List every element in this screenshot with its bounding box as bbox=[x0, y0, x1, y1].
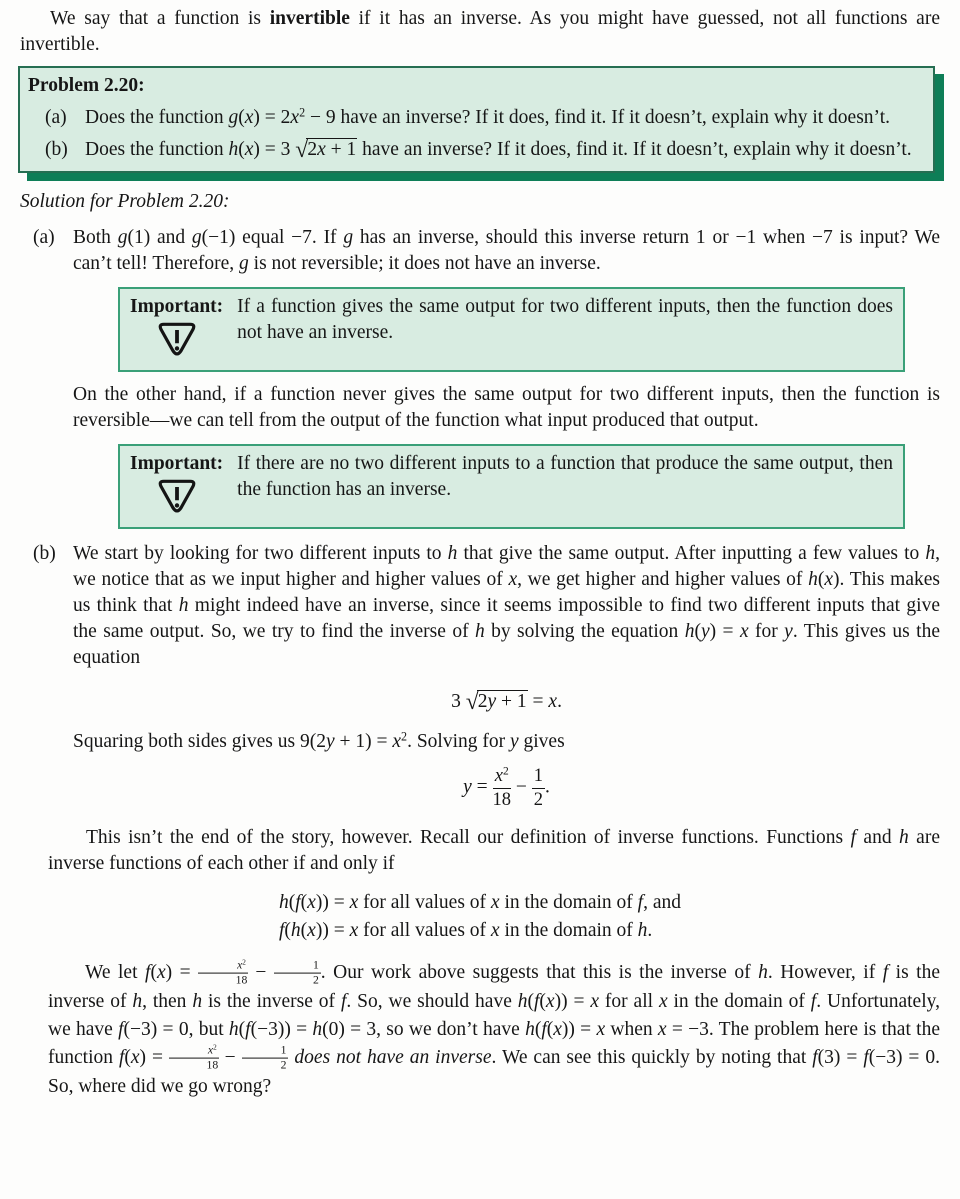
solution-heading: Solution for Problem 2.20: bbox=[20, 191, 230, 212]
part-marker: (b) bbox=[33, 543, 56, 564]
important-box-2 bbox=[118, 444, 905, 529]
problem-item-text: Does the function h(x) = 3 √2x + 1 have an inverse? If it does, find it. If it doesn’t, explain why it doesn’t. bbox=[85, 136, 912, 163]
solution-part-a bbox=[20, 225, 940, 277]
problem-item-marker: (b) bbox=[45, 139, 68, 160]
important-text: If there are no two different inputs to a function that produce the same output, then the function has an inverse. bbox=[237, 453, 893, 500]
important-label: Important: bbox=[130, 296, 224, 317]
important-text: If a function gives the same output for two different inputs, then the function does not have an inverse. bbox=[237, 296, 893, 343]
inverse-definition-lines bbox=[279, 889, 681, 945]
problem-box bbox=[18, 66, 935, 173]
alert-icon bbox=[156, 478, 198, 522]
problem-item-marker: (a) bbox=[45, 107, 67, 128]
part-text: Both g(1) and g(−1) equal −7. If g has an inverse, should this inverse return 1 or −1 when −7 is input? We can’t tell! Therefore, g is not reversible; it does not have an inverse. bbox=[73, 227, 940, 274]
recall-paragraph: This isn’t the end of the story, however. Recall our definition of inverse functions. Functions f and h are inverse functions of each other if and only if bbox=[48, 827, 940, 875]
inverse-definition-block bbox=[20, 889, 940, 945]
squaring-paragraph: Squaring both sides gives us $9(2y + 1) = x^2$. Solving for y gives bbox=[73, 729, 565, 752]
connecting-paragraph: On the other hand, if a function never gives the same output for two different inputs, then the function is reversible—we can tell from the output of the function what input produced that output. bbox=[73, 384, 940, 431]
important-label: Important: bbox=[130, 453, 224, 474]
part-text: We start by looking for two different inputs to h that give the same output. After inputting a few values to h, we notice that as we input higher and higher values of x, we get higher and higher values of h(x). This makes us think that h might indeed have an inverse, since it seems impossible to find two different inputs that give the same output. So, we try to find the inverse of h by solving the equation h(y) = x for y. This gives us the equation bbox=[73, 543, 940, 668]
problem-item-b bbox=[28, 136, 923, 163]
part-marker: (a) bbox=[33, 227, 55, 248]
problem-item-a bbox=[28, 104, 923, 131]
final-paragraph: We let f(x) = $\frac{x^2}{18}$ − $\frac{1}{2}$ . Our work above suggests that this is the inverse of h. However, if f is the inverse of h, then h is the inverse of f. So, we should have h(f(x)) = x for all x in the domain of f. Unfortunately, we have f(−3) = 0, but h(f(−3)) = h(0) = 3, so we don’t have h(f(x)) = x when x = −3. The problem here is that the function f(x) = $\frac{x^2}{18}$ − $\frac{1}{2}$ does not have an inverse. We can see this quickly by noting that f(3) = f(−3) = 0. So, where did we go wrong? bbox=[48, 958, 940, 1097]
intro-paragraph: We say that a function is invertible if it has an inverse. As you might have guessed, not all functions are invertible. bbox=[20, 8, 940, 55]
problem-item-text: Does the function $g(x) = 2x^2 - 9$ have an inverse? If it does, find it. If it doesn’t, explain why it doesn’t. bbox=[85, 105, 890, 128]
definition-line: f(h(x)) = x for all values of x in the domain of h. bbox=[279, 920, 653, 942]
solution-part-b bbox=[20, 541, 940, 671]
problem-title: Problem 2.20: bbox=[28, 75, 145, 96]
alert-icon bbox=[156, 321, 198, 365]
definition-line: h(f(x)) = x for all values of x in the domain of f, and bbox=[279, 892, 681, 914]
important-label-cell bbox=[130, 451, 223, 522]
display-equation-radical: 3 √2y + 1 = x. bbox=[451, 688, 562, 715]
important-box-1 bbox=[118, 287, 905, 372]
display-equation-fraction: y = $\frac{x^2}{18}$ − $\frac{1}{2}$ . bbox=[463, 765, 550, 811]
important-label-cell bbox=[130, 294, 223, 365]
